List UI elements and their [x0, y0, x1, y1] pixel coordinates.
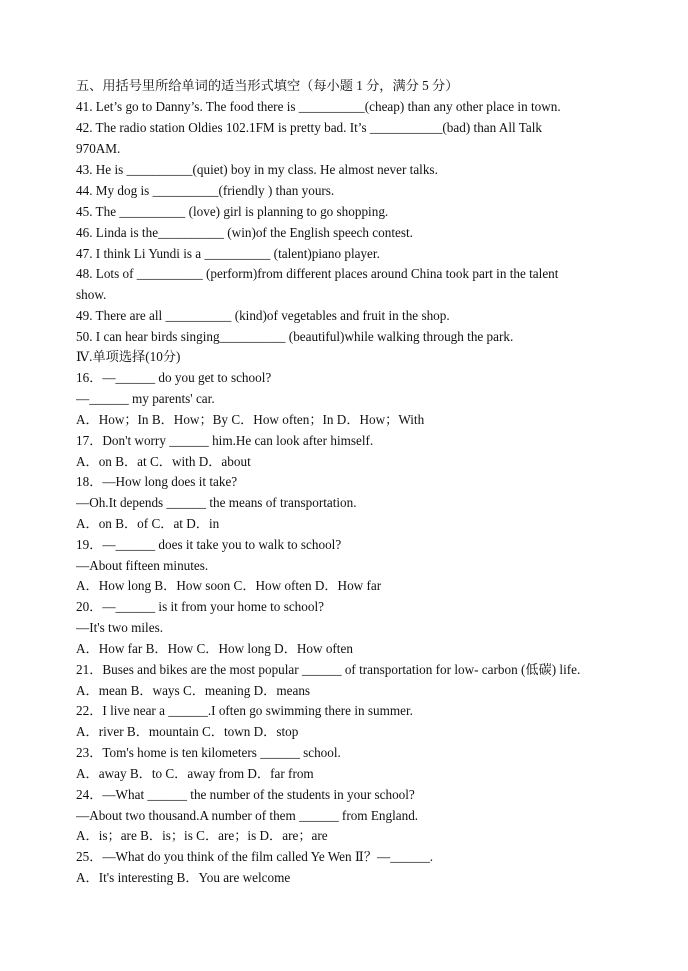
question-16: 16．—______ do you get to school?: [76, 370, 272, 385]
question-48-continued: show.: [76, 287, 107, 302]
question-46: 46. Linda is the__________ (win)of the English speech contest.: [76, 225, 413, 240]
question-19: 19．—______ does it take you to walk to school?: [76, 537, 342, 552]
question-21: 21．Buses and bikes are the most popular ______ of transportation for low- carbon (低碳) life.: [76, 662, 581, 677]
question-20: 20．—______ is it from your home to school?: [76, 599, 324, 614]
question-24-reply: —About two thousand.A number of them ______ from England.: [76, 808, 419, 823]
question-41: 41. Let’s go to Danny’s. The food there is __________(cheap) than any other place in town.: [76, 99, 561, 114]
question-25: 25．—What do you think of the film called Ye Wen Ⅱ？—______.: [76, 849, 434, 864]
question-23: 23．Tom's home is ten kilometers ______ school.: [76, 745, 341, 760]
question-19-reply: —About fifteen minutes.: [76, 558, 209, 573]
question-42-continued: 970AM.: [76, 141, 121, 156]
question-24: 24．—What ______ the number of the students in your school?: [76, 787, 415, 802]
question-19-options: A．How long B．How soon C．How often D．How far: [76, 578, 382, 593]
question-17: 17．Don't worry ______ him.He can look after himself.: [76, 433, 374, 448]
question-18: 18．—How long does it take?: [76, 474, 238, 489]
question-20-options: A．How far B．How C．How long D．How often: [76, 641, 353, 656]
question-50: 50. I can hear birds singing__________ (beautiful)while walking through the park.: [76, 329, 514, 344]
question-49: 49. There are all __________ (kind)of vegetables and fruit in the shop.: [76, 308, 450, 323]
question-48: 48. Lots of __________ (perform)from different places around China took part in the talent: [76, 266, 559, 281]
question-16-reply: —______ my parents' car.: [76, 391, 215, 406]
question-22: 22．I live near a ______.I often go swimming there in summer.: [76, 703, 413, 718]
question-44: 44. My dog is __________(friendly ) than yours.: [76, 183, 335, 198]
question-45: 45. The __________ (love) girl is planning to go shopping.: [76, 204, 389, 219]
question-20-reply: —It's two miles.: [76, 620, 163, 635]
section-four-heading: Ⅳ.单项选择(10分): [76, 349, 181, 364]
question-25-options: A．It's interesting B．You are welcome: [76, 870, 291, 885]
question-47: 47. I think Li Yundi is a __________ (talent)piano player.: [76, 246, 380, 261]
question-42: 42. The radio station Oldies 102.1FM is pretty bad. It’s ___________(bad) than All Talk: [76, 120, 542, 135]
question-17-options: A．on B．at C．with D．about: [76, 454, 251, 469]
question-21-options: A．mean B．ways C．meaning D．means: [76, 683, 311, 698]
question-24-options: A．is；are B．is；is C．are；is D．are；are: [76, 828, 328, 843]
question-43: 43. He is __________(quiet) boy in my class. He almost never talks.: [76, 162, 438, 177]
section-five-heading: 五、用括号里所给单词的适当形式填空（每小题 1 分，满分 5 分）: [76, 78, 459, 93]
question-23-options: A．away B．to C．away from D．far from: [76, 766, 314, 781]
question-22-options: A．river B．mountain C．town D．stop: [76, 724, 299, 739]
question-16-options: A．How；In B．How；By C．How often；In D．How；With: [76, 412, 425, 427]
question-18-reply: —Oh.It depends ______ the means of transportation.: [76, 495, 357, 510]
question-18-options: A．on B．of C．at D．in: [76, 516, 220, 531]
